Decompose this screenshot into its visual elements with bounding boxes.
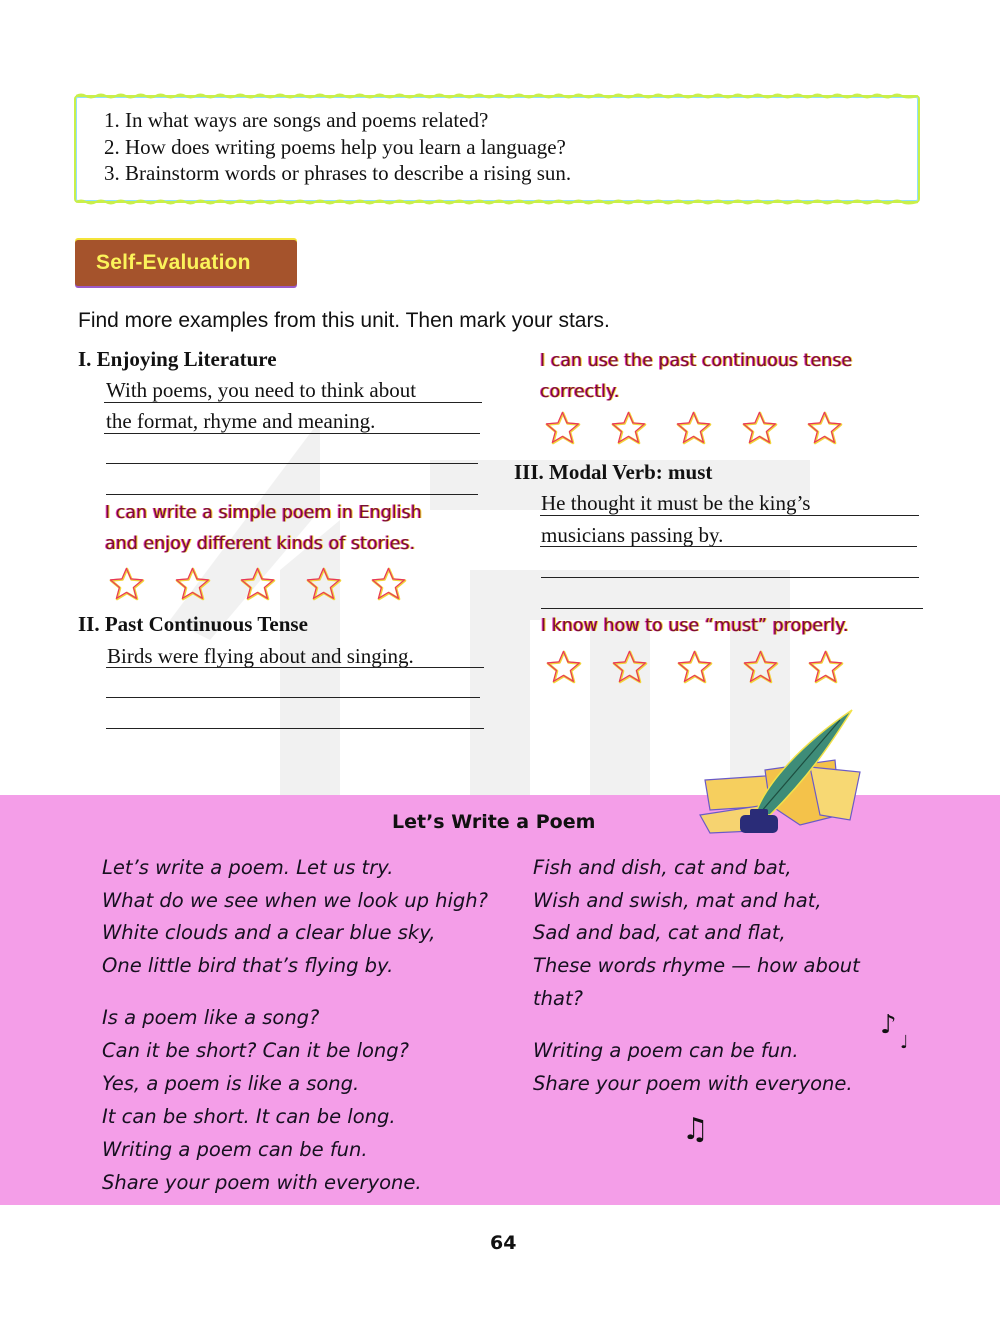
poem-line: Share your poem with everyone.: [102, 1171, 422, 1194]
answer-line[interactable]: [540, 546, 917, 547]
star-rating-icon[interactable]: [109, 567, 145, 601]
poem-line: One little bird that’s flying by.: [102, 954, 394, 977]
star-rating-icon[interactable]: [676, 411, 712, 445]
self-evaluation-badge: [75, 240, 297, 286]
star-rating-icon[interactable]: [807, 411, 843, 445]
music-note-icon: ♫: [682, 1112, 709, 1147]
answer-line[interactable]: [106, 667, 484, 668]
poem-line: Fish and dish, cat and bat,: [533, 856, 792, 879]
instruction-text: Find more examples from this unit. Then mark your stars.: [78, 309, 610, 332]
poem-line: Writing a poem can be fun.: [533, 1039, 799, 1062]
self-evaluation-statement: I can use the past continuous tense: [540, 351, 853, 371]
poem-line: White clouds and a clear blue sky,: [102, 921, 436, 944]
star-rating-icon[interactable]: [612, 650, 648, 684]
answer-line[interactable]: [106, 494, 478, 495]
star-rating-icon[interactable]: [240, 567, 276, 601]
example-sentence: With poems, you need to think about: [106, 378, 417, 402]
poem-title: Let’s Write a Poem: [392, 811, 596, 833]
discussion-questions-box: [74, 95, 920, 203]
answer-line[interactable]: [540, 515, 919, 516]
poem-line: Let’s write a poem. Let us try.: [102, 856, 394, 879]
answer-line[interactable]: [104, 402, 482, 403]
star-rating-icon[interactable]: [808, 650, 844, 684]
question-item: 3. Brainstorm words or phrases to describe a rising sun.: [104, 161, 572, 185]
self-evaluation-statement: I know how to use “must” properly.: [541, 616, 849, 636]
answer-line[interactable]: [106, 697, 480, 698]
poem-line: that?: [533, 987, 583, 1010]
self-evaluation-label: Self-Evaluation: [96, 251, 251, 274]
example-sentence: musicians passing by.: [541, 523, 724, 547]
question-item: 1. In what ways are songs and poems related?: [104, 108, 489, 132]
poem-line: Sad and bad, cat and flat,: [533, 921, 786, 944]
self-evaluation-statement: correctly.: [540, 382, 620, 402]
answer-line[interactable]: [106, 463, 478, 464]
star-rating-icon[interactable]: [371, 567, 407, 601]
answer-line[interactable]: [106, 728, 484, 729]
poem-line: Wish and swish, mat and hat,: [533, 889, 822, 912]
section-heading-past-continuous: II. Past Continuous Tense: [78, 612, 308, 636]
poem-line: Writing a poem can be fun.: [102, 1138, 368, 1161]
section-heading-modal-verb: III. Modal Verb: must: [514, 460, 713, 484]
page-number: 64: [490, 1232, 517, 1254]
poem-line: These words rhyme — how about: [533, 954, 860, 977]
star-rating-icon[interactable]: [306, 567, 342, 601]
star-rating-icon[interactable]: [546, 650, 582, 684]
poem-line: It can be short. It can be long.: [102, 1105, 396, 1128]
music-note-icon: ♪: [880, 1010, 897, 1040]
wavy-border-top: [76, 93, 918, 99]
poem-line: Share your poem with everyone.: [533, 1072, 853, 1095]
answer-line[interactable]: [541, 577, 919, 578]
star-rating-icon[interactable]: [545, 411, 581, 445]
star-rating-icon[interactable]: [743, 650, 779, 684]
example-sentence: the format, rhyme and meaning.: [106, 409, 376, 433]
star-rating-icon[interactable]: [742, 411, 778, 445]
star-rating-icon[interactable]: [611, 411, 647, 445]
question-item: 2. How does writing poems help you learn a language?: [104, 135, 566, 159]
self-evaluation-statement: and enjoy different kinds of stories.: [105, 534, 416, 554]
answer-line[interactable]: [104, 433, 480, 434]
star-rating-icon[interactable]: [677, 650, 713, 684]
poem-line: Is a poem like a song?: [102, 1006, 320, 1029]
poem-line: What do we see when we look up high?: [102, 889, 489, 912]
self-evaluation-statement: I can write a simple poem in English: [105, 503, 422, 523]
example-sentence: He thought it must be the king’s: [541, 491, 811, 515]
star-rating-icon[interactable]: [175, 567, 211, 601]
quill-ink-paper-illustration: [690, 705, 865, 835]
wavy-border-bottom: [76, 199, 918, 205]
answer-line[interactable]: [541, 608, 923, 609]
example-sentence: Birds were flying about and singing.: [107, 644, 414, 668]
section-heading-enjoying-literature: I. Enjoying Literature: [78, 347, 277, 371]
music-note-icon: ♩: [900, 1032, 909, 1053]
poem-line: Can it be short? Can it be long?: [102, 1039, 410, 1062]
poem-line: Yes, a poem is like a song.: [102, 1072, 360, 1095]
